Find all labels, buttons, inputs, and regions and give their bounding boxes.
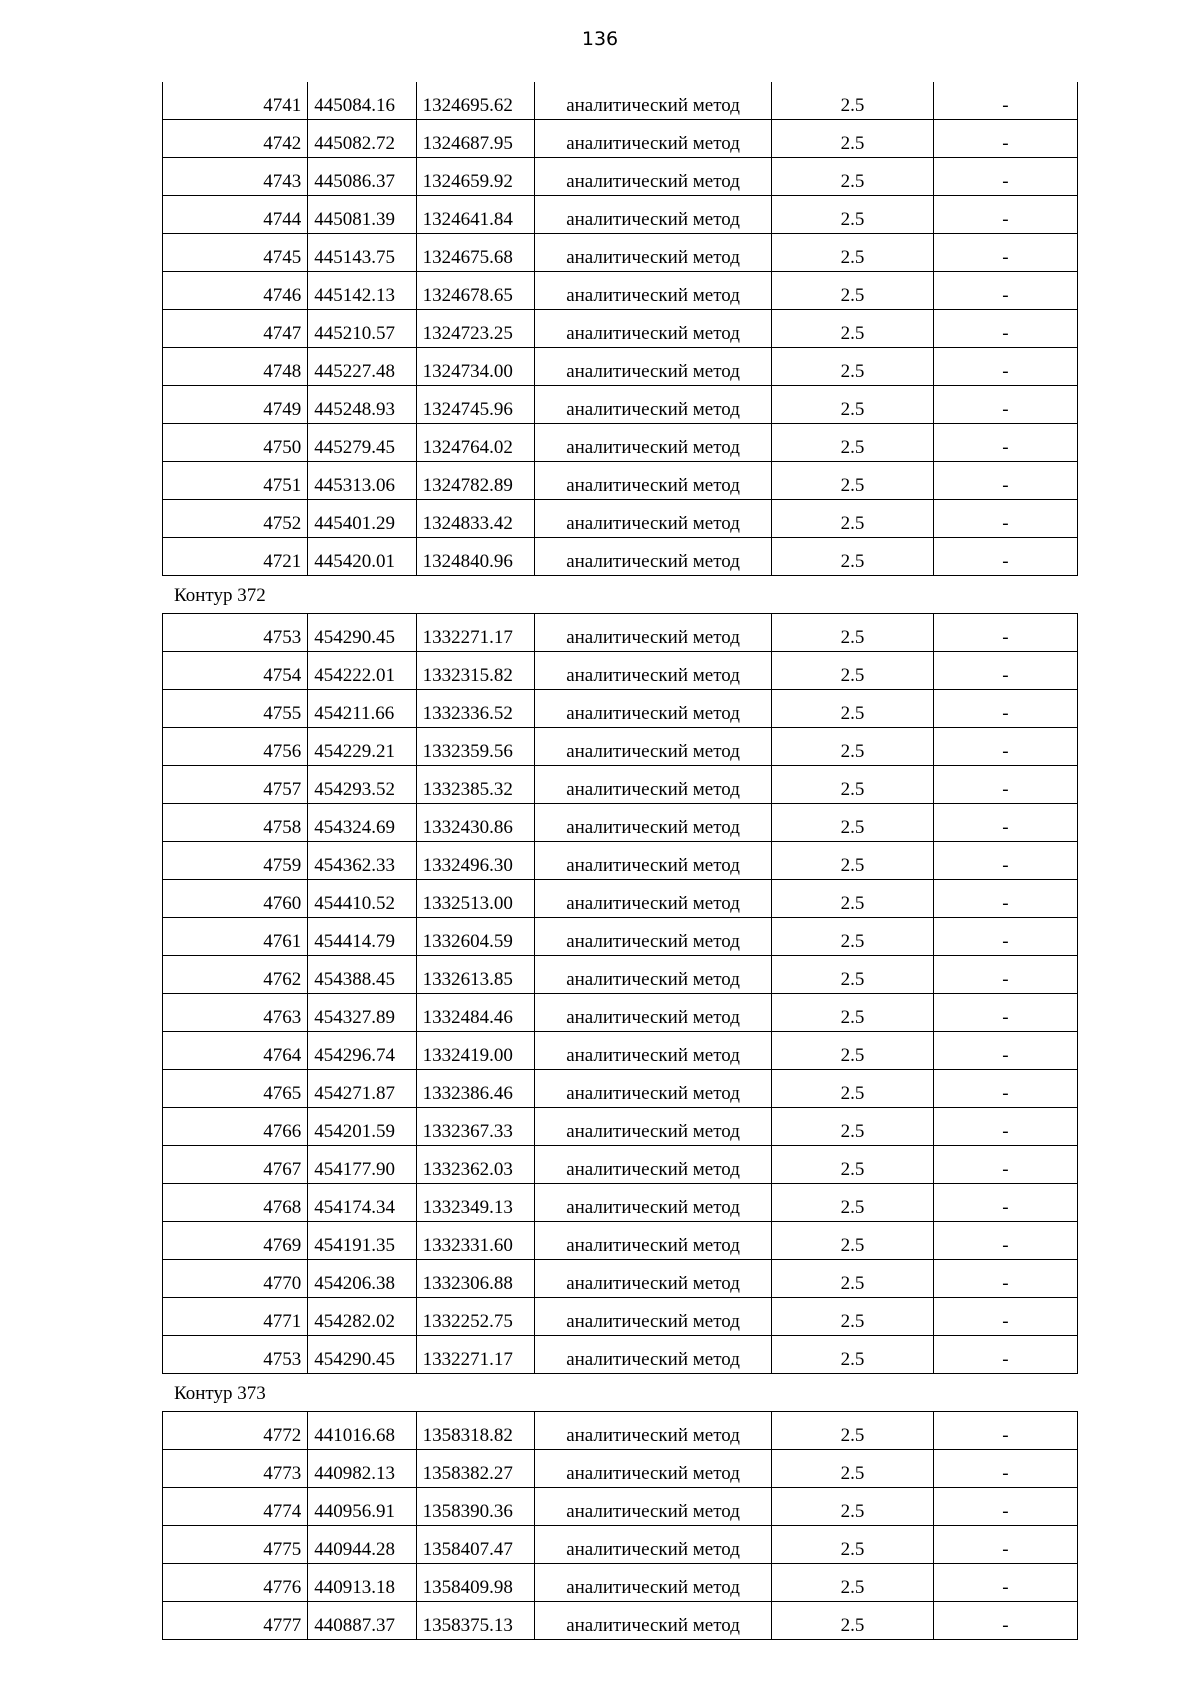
point-number-cell: 4754 bbox=[163, 652, 308, 690]
table-row bbox=[163, 310, 1078, 348]
y-coordinate-cell: 1332252.75 bbox=[416, 1298, 534, 1336]
note-cell: - bbox=[933, 538, 1077, 576]
method-cell: аналитический метод bbox=[534, 120, 771, 158]
accuracy-cell: 2.5 bbox=[772, 1108, 934, 1146]
y-coordinate-cell: 1332306.88 bbox=[416, 1260, 534, 1298]
note-cell: - bbox=[933, 1526, 1077, 1564]
method-cell: аналитический метод bbox=[534, 956, 771, 994]
x-coordinate-cell: 445210.57 bbox=[308, 310, 416, 348]
note-cell: - bbox=[933, 1336, 1077, 1374]
x-coordinate-cell: 454327.89 bbox=[308, 994, 416, 1032]
method-cell: аналитический метод bbox=[534, 1032, 771, 1070]
table-row bbox=[163, 424, 1078, 462]
x-coordinate-cell: 440944.28 bbox=[308, 1526, 416, 1564]
method-cell: аналитический метод bbox=[534, 272, 771, 310]
method-cell: аналитический метод bbox=[534, 1564, 771, 1602]
x-coordinate-cell: 445081.39 bbox=[308, 196, 416, 234]
table-row bbox=[163, 538, 1078, 576]
note-cell: - bbox=[933, 1602, 1077, 1640]
method-cell: аналитический метод bbox=[534, 158, 771, 196]
y-coordinate-cell: 1332604.59 bbox=[416, 918, 534, 956]
point-number-cell: 4776 bbox=[163, 1564, 308, 1602]
accuracy-cell: 2.5 bbox=[772, 728, 934, 766]
note-cell: - bbox=[933, 652, 1077, 690]
table-row bbox=[163, 234, 1078, 272]
point-number-cell: 4765 bbox=[163, 1070, 308, 1108]
x-coordinate-cell: 454211.66 bbox=[308, 690, 416, 728]
x-coordinate-cell: 454222.01 bbox=[308, 652, 416, 690]
x-coordinate-cell: 454290.45 bbox=[308, 614, 416, 652]
table-row bbox=[163, 1260, 1078, 1298]
accuracy-cell: 2.5 bbox=[772, 1184, 934, 1222]
point-number-cell: 4770 bbox=[163, 1260, 308, 1298]
y-coordinate-cell: 1358382.27 bbox=[416, 1450, 534, 1488]
table-row bbox=[163, 462, 1078, 500]
x-coordinate-cell: 454362.33 bbox=[308, 842, 416, 880]
table-row bbox=[163, 1450, 1078, 1488]
y-coordinate-cell: 1324675.68 bbox=[416, 234, 534, 272]
point-number-cell: 4752 bbox=[163, 500, 308, 538]
point-number-cell: 4771 bbox=[163, 1298, 308, 1336]
point-number-cell: 4756 bbox=[163, 728, 308, 766]
method-cell: аналитический метод bbox=[534, 1412, 771, 1450]
method-cell: аналитический метод bbox=[534, 1526, 771, 1564]
point-number-cell: 4753 bbox=[163, 1336, 308, 1374]
note-cell: - bbox=[933, 1412, 1077, 1450]
method-cell: аналитический метод bbox=[534, 690, 771, 728]
table-row bbox=[163, 386, 1078, 424]
note-cell: - bbox=[933, 1070, 1077, 1108]
point-number-cell: 4762 bbox=[163, 956, 308, 994]
table-row bbox=[163, 842, 1078, 880]
note-cell: - bbox=[933, 766, 1077, 804]
y-coordinate-cell: 1324695.62 bbox=[416, 82, 534, 120]
y-coordinate-cell: 1358318.82 bbox=[416, 1412, 534, 1450]
note-cell: - bbox=[933, 918, 1077, 956]
y-coordinate-cell: 1332315.82 bbox=[416, 652, 534, 690]
note-cell: - bbox=[933, 462, 1077, 500]
point-number-cell: 4748 bbox=[163, 348, 308, 386]
point-number-cell: 4777 bbox=[163, 1602, 308, 1640]
method-cell: аналитический метод bbox=[534, 804, 771, 842]
method-cell: аналитический метод bbox=[534, 728, 771, 766]
accuracy-cell: 2.5 bbox=[772, 1412, 934, 1450]
y-coordinate-cell: 1324764.02 bbox=[416, 424, 534, 462]
x-coordinate-cell: 441016.68 bbox=[308, 1412, 416, 1450]
y-coordinate-cell: 1332271.17 bbox=[416, 1336, 534, 1374]
accuracy-cell: 2.5 bbox=[772, 1526, 934, 1564]
table-row bbox=[163, 1222, 1078, 1260]
note-cell: - bbox=[933, 82, 1077, 120]
x-coordinate-cell: 445086.37 bbox=[308, 158, 416, 196]
point-number-cell: 4746 bbox=[163, 272, 308, 310]
x-coordinate-cell: 445084.16 bbox=[308, 82, 416, 120]
point-number-cell: 4742 bbox=[163, 120, 308, 158]
accuracy-cell: 2.5 bbox=[772, 196, 934, 234]
accuracy-cell: 2.5 bbox=[772, 1298, 934, 1336]
method-cell: аналитический метод bbox=[534, 500, 771, 538]
y-coordinate-cell: 1324782.89 bbox=[416, 462, 534, 500]
x-coordinate-cell: 454191.35 bbox=[308, 1222, 416, 1260]
y-coordinate-cell: 1332271.17 bbox=[416, 614, 534, 652]
note-cell: - bbox=[933, 956, 1077, 994]
coordinates-table bbox=[162, 82, 1078, 576]
table-row bbox=[163, 1032, 1078, 1070]
accuracy-cell: 2.5 bbox=[772, 1222, 934, 1260]
x-coordinate-cell: 454282.02 bbox=[308, 1298, 416, 1336]
coordinates-document bbox=[162, 82, 1078, 1640]
accuracy-cell: 2.5 bbox=[772, 462, 934, 500]
note-cell: - bbox=[933, 994, 1077, 1032]
x-coordinate-cell: 445401.29 bbox=[308, 500, 416, 538]
note-cell: - bbox=[933, 196, 1077, 234]
accuracy-cell: 2.5 bbox=[772, 842, 934, 880]
y-coordinate-cell: 1324659.92 bbox=[416, 158, 534, 196]
note-cell: - bbox=[933, 1184, 1077, 1222]
method-cell: аналитический метод bbox=[534, 1146, 771, 1184]
accuracy-cell: 2.5 bbox=[772, 880, 934, 918]
table-row bbox=[163, 1336, 1078, 1374]
table-row bbox=[163, 1070, 1078, 1108]
note-cell: - bbox=[933, 1032, 1077, 1070]
point-number-cell: 4721 bbox=[163, 538, 308, 576]
method-cell: аналитический метод bbox=[534, 1450, 771, 1488]
method-cell: аналитический метод bbox=[534, 1488, 771, 1526]
accuracy-cell: 2.5 bbox=[772, 1032, 934, 1070]
method-cell: аналитический метод bbox=[534, 424, 771, 462]
y-coordinate-cell: 1332362.03 bbox=[416, 1146, 534, 1184]
note-cell: - bbox=[933, 690, 1077, 728]
note-cell: - bbox=[933, 348, 1077, 386]
x-coordinate-cell: 454290.45 bbox=[308, 1336, 416, 1374]
method-cell: аналитический метод bbox=[534, 614, 771, 652]
table-row bbox=[163, 690, 1078, 728]
y-coordinate-cell: 1324687.95 bbox=[416, 120, 534, 158]
point-number-cell: 4773 bbox=[163, 1450, 308, 1488]
point-number-cell: 4749 bbox=[163, 386, 308, 424]
x-coordinate-cell: 445420.01 bbox=[308, 538, 416, 576]
note-cell: - bbox=[933, 1564, 1077, 1602]
table-row bbox=[163, 804, 1078, 842]
note-cell: - bbox=[933, 1488, 1077, 1526]
note-cell: - bbox=[933, 272, 1077, 310]
x-coordinate-cell: 454296.74 bbox=[308, 1032, 416, 1070]
table-row bbox=[163, 728, 1078, 766]
method-cell: аналитический метод bbox=[534, 842, 771, 880]
accuracy-cell: 2.5 bbox=[772, 424, 934, 462]
note-cell: - bbox=[933, 234, 1077, 272]
x-coordinate-cell: 454324.69 bbox=[308, 804, 416, 842]
y-coordinate-cell: 1332367.33 bbox=[416, 1108, 534, 1146]
method-cell: аналитический метод bbox=[534, 994, 771, 1032]
point-number-cell: 4741 bbox=[163, 82, 308, 120]
point-number-cell: 4757 bbox=[163, 766, 308, 804]
point-number-cell: 4760 bbox=[163, 880, 308, 918]
accuracy-cell: 2.5 bbox=[772, 234, 934, 272]
method-cell: аналитический метод bbox=[534, 1108, 771, 1146]
accuracy-cell: 2.5 bbox=[772, 158, 934, 196]
accuracy-cell: 2.5 bbox=[772, 120, 934, 158]
y-coordinate-cell: 1332484.46 bbox=[416, 994, 534, 1032]
table-row bbox=[163, 1602, 1078, 1640]
point-number-cell: 4761 bbox=[163, 918, 308, 956]
accuracy-cell: 2.5 bbox=[772, 1564, 934, 1602]
x-coordinate-cell: 440982.13 bbox=[308, 1450, 416, 1488]
y-coordinate-cell: 1324833.42 bbox=[416, 500, 534, 538]
table-row bbox=[163, 918, 1078, 956]
note-cell: - bbox=[933, 1222, 1077, 1260]
point-number-cell: 4768 bbox=[163, 1184, 308, 1222]
note-cell: - bbox=[933, 120, 1077, 158]
method-cell: аналитический метод bbox=[534, 310, 771, 348]
method-cell: аналитический метод bbox=[534, 1298, 771, 1336]
y-coordinate-cell: 1324840.96 bbox=[416, 538, 534, 576]
point-number-cell: 4758 bbox=[163, 804, 308, 842]
y-coordinate-cell: 1332430.86 bbox=[416, 804, 534, 842]
coordinates-table bbox=[162, 613, 1078, 1374]
point-number-cell: 4769 bbox=[163, 1222, 308, 1260]
method-cell: аналитический метод bbox=[534, 1222, 771, 1260]
point-number-cell: 4750 bbox=[163, 424, 308, 462]
method-cell: аналитический метод bbox=[534, 1336, 771, 1374]
x-coordinate-cell: 445142.13 bbox=[308, 272, 416, 310]
table-row bbox=[163, 1108, 1078, 1146]
method-cell: аналитический метод bbox=[534, 652, 771, 690]
y-coordinate-cell: 1332613.85 bbox=[416, 956, 534, 994]
point-number-cell: 4764 bbox=[163, 1032, 308, 1070]
table-row bbox=[163, 500, 1078, 538]
accuracy-cell: 2.5 bbox=[772, 1070, 934, 1108]
y-coordinate-cell: 1332385.32 bbox=[416, 766, 534, 804]
method-cell: аналитический метод bbox=[534, 234, 771, 272]
note-cell: - bbox=[933, 1260, 1077, 1298]
point-number-cell: 4745 bbox=[163, 234, 308, 272]
point-number-cell: 4744 bbox=[163, 196, 308, 234]
table-row bbox=[163, 994, 1078, 1032]
accuracy-cell: 2.5 bbox=[772, 1260, 934, 1298]
contour-label: Контур 373 bbox=[174, 1383, 266, 1404]
x-coordinate-cell: 440913.18 bbox=[308, 1564, 416, 1602]
point-number-cell: 4751 bbox=[163, 462, 308, 500]
method-cell: аналитический метод bbox=[534, 1070, 771, 1108]
x-coordinate-cell: 454414.79 bbox=[308, 918, 416, 956]
method-cell: аналитический метод bbox=[534, 386, 771, 424]
note-cell: - bbox=[933, 1298, 1077, 1336]
method-cell: аналитический метод bbox=[534, 880, 771, 918]
accuracy-cell: 2.5 bbox=[772, 1146, 934, 1184]
method-cell: аналитический метод bbox=[534, 462, 771, 500]
method-cell: аналитический метод bbox=[534, 1602, 771, 1640]
accuracy-cell: 2.5 bbox=[772, 272, 934, 310]
y-coordinate-cell: 1324641.84 bbox=[416, 196, 534, 234]
accuracy-cell: 2.5 bbox=[772, 994, 934, 1032]
table-row bbox=[163, 1412, 1078, 1450]
x-coordinate-cell: 445227.48 bbox=[308, 348, 416, 386]
x-coordinate-cell: 445143.75 bbox=[308, 234, 416, 272]
accuracy-cell: 2.5 bbox=[772, 614, 934, 652]
method-cell: аналитический метод bbox=[534, 1184, 771, 1222]
point-number-cell: 4766 bbox=[163, 1108, 308, 1146]
x-coordinate-cell: 454177.90 bbox=[308, 1146, 416, 1184]
accuracy-cell: 2.5 bbox=[772, 1450, 934, 1488]
accuracy-cell: 2.5 bbox=[772, 652, 934, 690]
accuracy-cell: 2.5 bbox=[772, 956, 934, 994]
table-row bbox=[163, 956, 1078, 994]
point-number-cell: 4747 bbox=[163, 310, 308, 348]
accuracy-cell: 2.5 bbox=[772, 766, 934, 804]
table-row bbox=[163, 1564, 1078, 1602]
method-cell: аналитический метод bbox=[534, 918, 771, 956]
x-coordinate-cell: 454174.34 bbox=[308, 1184, 416, 1222]
point-number-cell: 4755 bbox=[163, 690, 308, 728]
note-cell: - bbox=[933, 386, 1077, 424]
accuracy-cell: 2.5 bbox=[772, 386, 934, 424]
point-number-cell: 4775 bbox=[163, 1526, 308, 1564]
page-number: 136 bbox=[581, 28, 619, 50]
note-cell: - bbox=[933, 424, 1077, 462]
accuracy-cell: 2.5 bbox=[772, 1602, 934, 1640]
note-cell: - bbox=[933, 1450, 1077, 1488]
accuracy-cell: 2.5 bbox=[772, 918, 934, 956]
point-number-cell: 4763 bbox=[163, 994, 308, 1032]
y-coordinate-cell: 1332496.30 bbox=[416, 842, 534, 880]
x-coordinate-cell: 454410.52 bbox=[308, 880, 416, 918]
note-cell: - bbox=[933, 158, 1077, 196]
y-coordinate-cell: 1324734.00 bbox=[416, 348, 534, 386]
x-coordinate-cell: 454388.45 bbox=[308, 956, 416, 994]
table-row bbox=[163, 614, 1078, 652]
table-row bbox=[163, 348, 1078, 386]
note-cell: - bbox=[933, 842, 1077, 880]
y-coordinate-cell: 1332386.46 bbox=[416, 1070, 534, 1108]
table-row bbox=[163, 82, 1078, 120]
table-row bbox=[163, 1146, 1078, 1184]
point-number-cell: 4767 bbox=[163, 1146, 308, 1184]
y-coordinate-cell: 1358409.98 bbox=[416, 1564, 534, 1602]
table-row bbox=[163, 196, 1078, 234]
contour-label: Контур 372 bbox=[174, 585, 266, 606]
table-row bbox=[163, 272, 1078, 310]
x-coordinate-cell: 445248.93 bbox=[308, 386, 416, 424]
table-row bbox=[163, 766, 1078, 804]
point-number-cell: 4772 bbox=[163, 1412, 308, 1450]
method-cell: аналитический метод bbox=[534, 196, 771, 234]
x-coordinate-cell: 445313.06 bbox=[308, 462, 416, 500]
y-coordinate-cell: 1324745.96 bbox=[416, 386, 534, 424]
coordinates-table bbox=[162, 1411, 1078, 1640]
method-cell: аналитический метод bbox=[534, 82, 771, 120]
table-row bbox=[163, 158, 1078, 196]
method-cell: аналитический метод bbox=[534, 1260, 771, 1298]
method-cell: аналитический метод bbox=[534, 538, 771, 576]
y-coordinate-cell: 1332513.00 bbox=[416, 880, 534, 918]
table-row bbox=[163, 1488, 1078, 1526]
table-row bbox=[163, 1298, 1078, 1336]
y-coordinate-cell: 1324678.65 bbox=[416, 272, 534, 310]
accuracy-cell: 2.5 bbox=[772, 82, 934, 120]
accuracy-cell: 2.5 bbox=[772, 310, 934, 348]
x-coordinate-cell: 440887.37 bbox=[308, 1602, 416, 1640]
table-row bbox=[163, 1184, 1078, 1222]
y-coordinate-cell: 1324723.25 bbox=[416, 310, 534, 348]
x-coordinate-cell: 454293.52 bbox=[308, 766, 416, 804]
accuracy-cell: 2.5 bbox=[772, 804, 934, 842]
accuracy-cell: 2.5 bbox=[772, 690, 934, 728]
x-coordinate-cell: 454201.59 bbox=[308, 1108, 416, 1146]
table-row bbox=[163, 652, 1078, 690]
point-number-cell: 4753 bbox=[163, 614, 308, 652]
point-number-cell: 4774 bbox=[163, 1488, 308, 1526]
accuracy-cell: 2.5 bbox=[772, 348, 934, 386]
y-coordinate-cell: 1332336.52 bbox=[416, 690, 534, 728]
x-coordinate-cell: 454206.38 bbox=[308, 1260, 416, 1298]
note-cell: - bbox=[933, 1146, 1077, 1184]
y-coordinate-cell: 1332419.00 bbox=[416, 1032, 534, 1070]
point-number-cell: 4759 bbox=[163, 842, 308, 880]
point-number-cell: 4743 bbox=[163, 158, 308, 196]
method-cell: аналитический метод bbox=[534, 766, 771, 804]
table-row bbox=[163, 120, 1078, 158]
y-coordinate-cell: 1332349.13 bbox=[416, 1184, 534, 1222]
accuracy-cell: 2.5 bbox=[772, 1336, 934, 1374]
method-cell: аналитический метод bbox=[534, 348, 771, 386]
note-cell: - bbox=[933, 310, 1077, 348]
note-cell: - bbox=[933, 500, 1077, 538]
x-coordinate-cell: 454229.21 bbox=[308, 728, 416, 766]
x-coordinate-cell: 445082.72 bbox=[308, 120, 416, 158]
note-cell: - bbox=[933, 614, 1077, 652]
note-cell: - bbox=[933, 804, 1077, 842]
x-coordinate-cell: 454271.87 bbox=[308, 1070, 416, 1108]
y-coordinate-cell: 1332359.56 bbox=[416, 728, 534, 766]
table-row bbox=[163, 1526, 1078, 1564]
y-coordinate-cell: 1358390.36 bbox=[416, 1488, 534, 1526]
accuracy-cell: 2.5 bbox=[772, 538, 934, 576]
y-coordinate-cell: 1358375.13 bbox=[416, 1602, 534, 1640]
accuracy-cell: 2.5 bbox=[772, 1488, 934, 1526]
note-cell: - bbox=[933, 1108, 1077, 1146]
x-coordinate-cell: 440956.91 bbox=[308, 1488, 416, 1526]
accuracy-cell: 2.5 bbox=[772, 500, 934, 538]
note-cell: - bbox=[933, 880, 1077, 918]
y-coordinate-cell: 1358407.47 bbox=[416, 1526, 534, 1564]
x-coordinate-cell: 445279.45 bbox=[308, 424, 416, 462]
table-row bbox=[163, 880, 1078, 918]
y-coordinate-cell: 1332331.60 bbox=[416, 1222, 534, 1260]
note-cell: - bbox=[933, 728, 1077, 766]
